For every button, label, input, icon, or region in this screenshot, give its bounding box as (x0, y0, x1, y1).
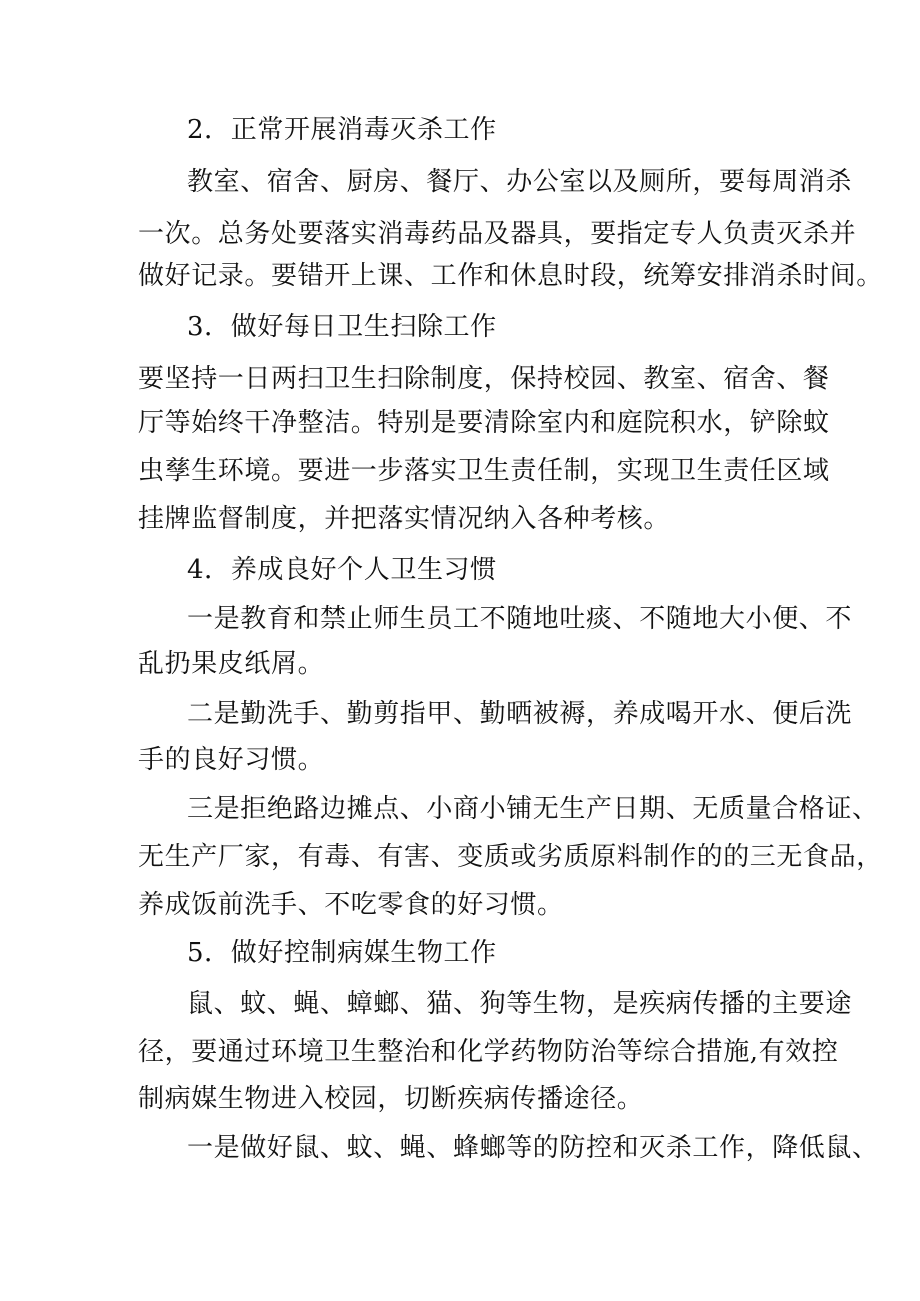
paragraph-line: 要坚持一日两扫卫生扫除制度，保持校园、教室、宿舍、餐 (138, 364, 830, 394)
paragraph-line: 三是拒绝路边摊点、小商小铺无生产日期、无质量合格证、 (187, 794, 879, 824)
paragraph-line: 鼠、蚊、蝇、蟑螂、猫、狗等生物，是疾病传播的主要途 (187, 989, 853, 1019)
paragraph-line: 厅等始终干净整洁。特别是要清除室内和庭院积水，铲除蚊 (138, 408, 830, 438)
paragraph-line: 挂牌监督制度，并把落实情况纳入各种考核。 (138, 504, 671, 534)
paragraph-line: 乱扔果皮纸屑。 (138, 649, 325, 679)
heading-section-2: 2．正常开展消毒灭杀工作 (187, 115, 497, 145)
paragraph-line: 径，要通过环境卫生整治和化学药物防治等综合措施,有效控 (138, 1037, 839, 1067)
paragraph-line: 手的良好习惯。 (138, 745, 325, 775)
paragraph-line: 教室、宿舍、厨房、餐厅、办公室以及厕所，要每周消杀 (187, 167, 853, 197)
paragraph-line: 养成饭前洗手、不吃零食的好习惯。 (138, 890, 564, 920)
paragraph-line: 二是勤洗手、勤剪指甲、勤晒被褥，养成喝开水、便后洗 (187, 699, 853, 729)
paragraph-line: 虫孳生环境。要进一步落实卫生责任制，实现卫生责任区域 (138, 456, 830, 486)
paragraph-line: 一是做好鼠、蚊、蝇、蜂螂等的防控和灭杀工作，降低鼠、 (187, 1133, 879, 1163)
paragraph-line: 一是教育和禁止师生员工不随地吐痰、不随地大小便、不 (187, 604, 853, 634)
paragraph-line: 做好记录。要错开上课、工作和休息时段，统筹安排消杀时间。 (138, 261, 883, 291)
paragraph-line: 制病媒生物进入校园，切断疾病传播途径。 (138, 1084, 644, 1114)
heading-section-3: 3．做好每日卫生扫除工作 (187, 312, 497, 342)
heading-section-4: 4．养成良好个人卫生习惯 (187, 555, 497, 585)
paragraph-line: 一次。总务处要落实消毒药品及器具，要指定专人负责灭杀并 (138, 219, 857, 249)
paragraph-line: 无生产厂家，有毒、有害、变质或劣质原料制作的的三无食品， (138, 842, 883, 872)
heading-section-5: 5．做好控制病媒生物工作 (187, 938, 497, 968)
